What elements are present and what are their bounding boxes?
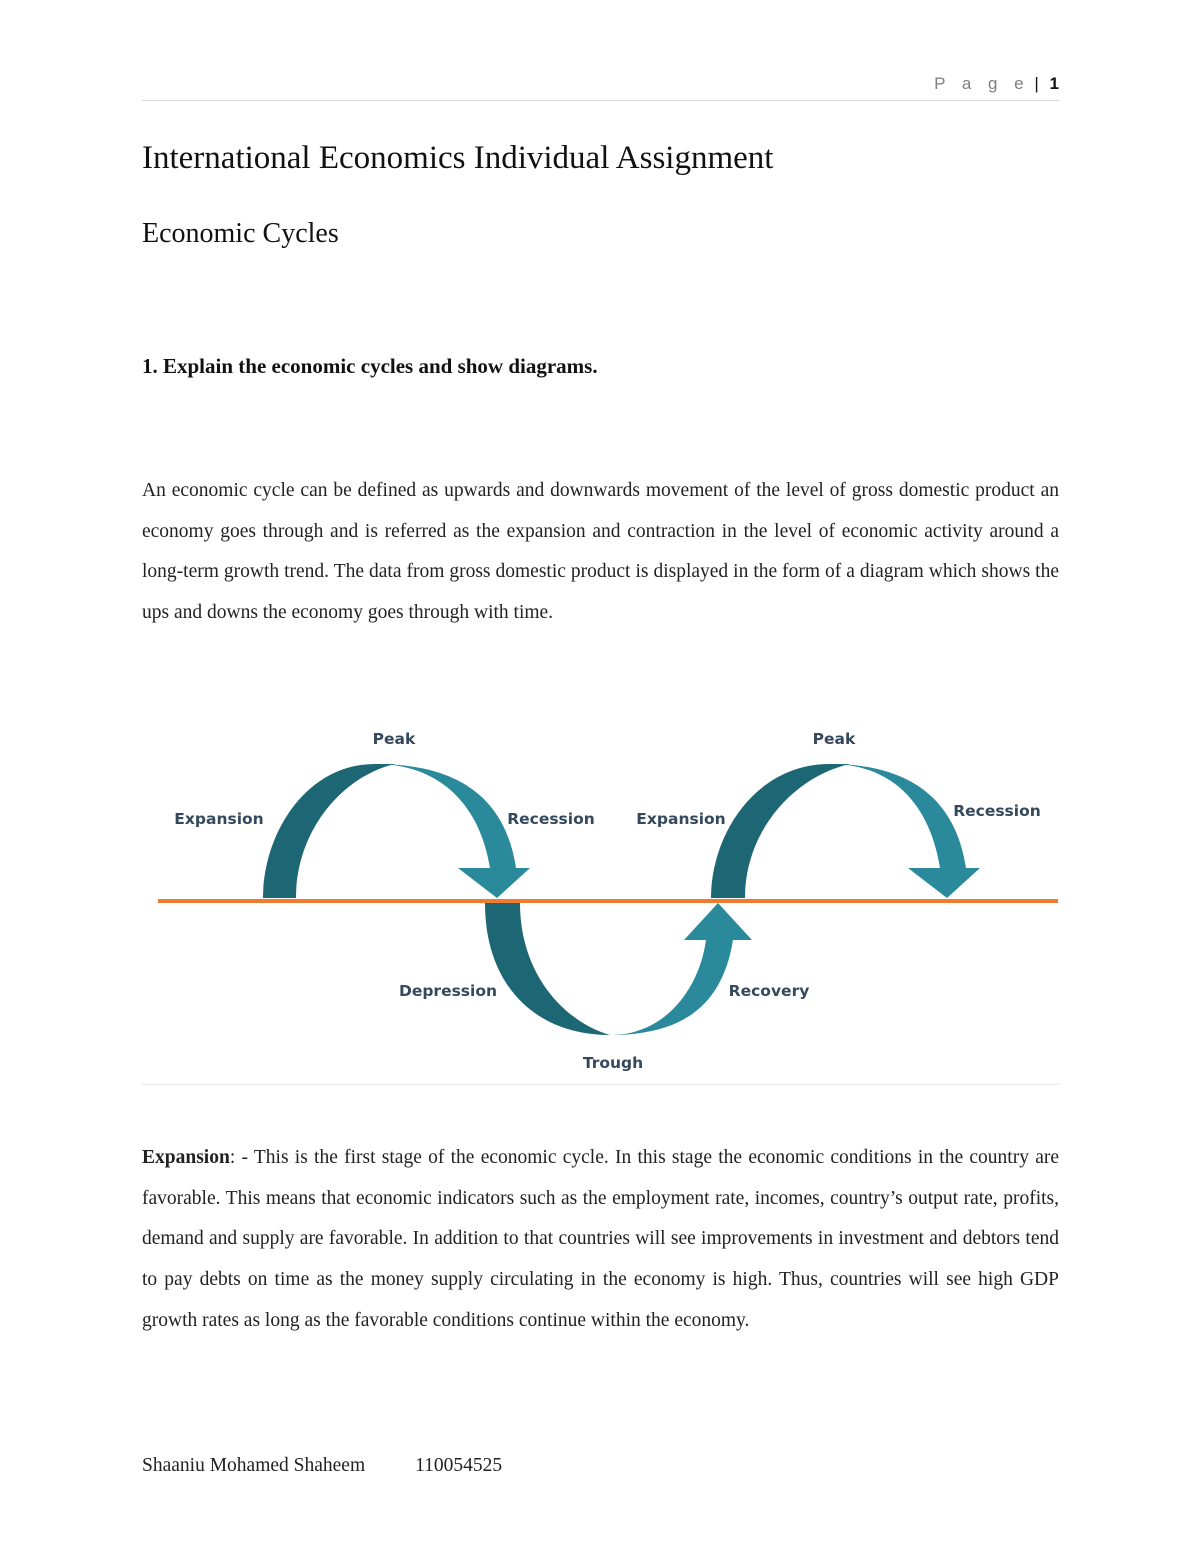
label-expansion-1: Expansion <box>174 810 264 828</box>
expansion-text: : - This is the first stage of the economic cycle. In this stage the economic conditions in the country are favorable. This means that economic indicators such as the employment rate, incomes, country’s output rate, profits, demand and supply are favorable. In addition to that countries will see improvements in investment and debtors tend to pay debts on time as the money supply circulating in the economy is high. Thus, countries will see high GDP growth rates as long as the favorable conditions continue within the economy. <box>142 1147 1059 1331</box>
expansion-arrow-2 <box>711 764 850 898</box>
label-peak-1: Peak <box>372 730 416 748</box>
depression-arrow <box>485 903 610 1035</box>
expansion-arrow-1 <box>263 764 395 898</box>
label-peak-2: Peak <box>812 730 856 748</box>
diagram-divider <box>142 1084 1059 1085</box>
economic-cycle-diagram <box>142 700 1059 1100</box>
author-name: Shaaniu Mohamed Shaheem <box>142 1455 366 1476</box>
label-recession-1: Recession <box>507 810 595 828</box>
recession-arrow-1 <box>375 764 530 898</box>
page-header <box>142 72 1059 101</box>
recovery-arrow <box>610 903 752 1035</box>
expansion-term: Expansion <box>142 1147 230 1168</box>
page-footer <box>142 1455 502 1477</box>
page-number-value: 1 <box>1049 74 1059 93</box>
intro-paragraph: An economic cycle can be defined as upwards and downwards movement of the level of gross domestic product an economy goes through and is referred as the expansion and contraction in the level of economic activity around a long-term growth trend. The data from gross domestic product is displayed in the form of a diagram which shows the ups and downs the economy goes through with time. <box>142 480 1059 624</box>
page-separator: | <box>1034 74 1039 93</box>
page-label: P a g e <box>934 74 1030 93</box>
expansion-paragraph <box>142 1138 1059 1342</box>
label-recovery: Recovery <box>728 982 810 1000</box>
document-subtitle: Economic Cycles <box>142 218 339 249</box>
recession-arrow-2 <box>830 764 980 898</box>
document-title: International Economics Individual Assignment <box>142 140 774 176</box>
page-number <box>934 74 1059 94</box>
label-depression: Depression <box>398 982 498 1000</box>
question-heading: 1. Explain the economic cycles and show diagrams. <box>142 354 598 378</box>
label-expansion-2: Expansion <box>636 810 726 828</box>
label-recession-2: Recession <box>953 802 1041 820</box>
label-trough: Trough <box>582 1054 644 1072</box>
student-id: 110054525 <box>415 1455 503 1476</box>
